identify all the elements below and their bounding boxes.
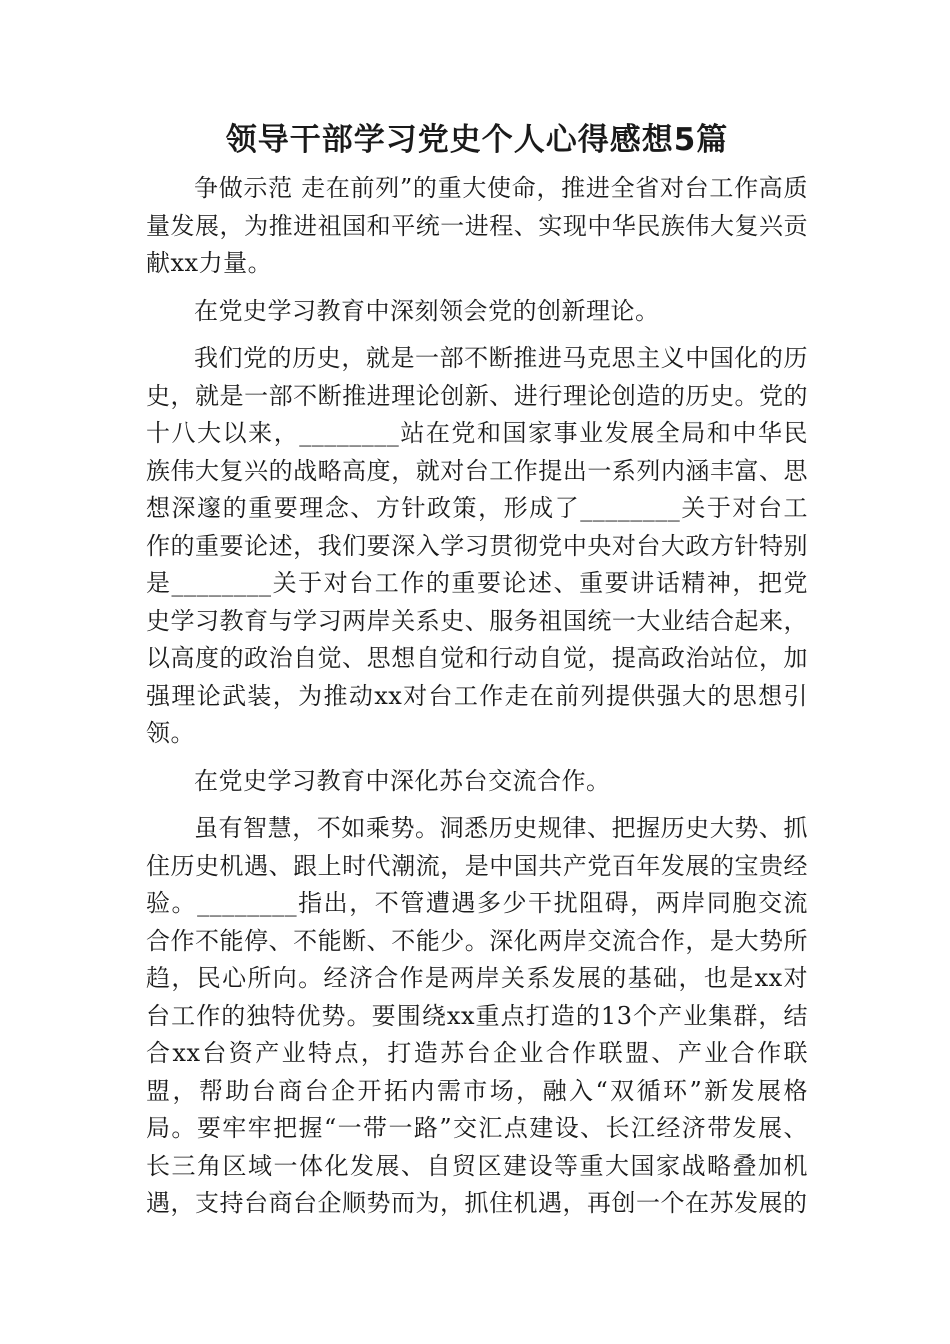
- paragraph-4: 在党史学习教育中深化苏台交流合作。: [194, 766, 611, 795]
- paragraph-3: 我们党的历史，就是一部不断推进马克思主义中国化的历史，就是一部不断推进理论创新、进行理论创造的历史。党的十八大以来，________站在党和国家事业发展全局和中华民族伟大复兴的战略高度，就对台工作提出一系列内涵丰富、思想深邃的重要理念、方针政策，形成了________关于对台工作的重要论述，我们要深入学习贯彻党中央对台大政方针特别是________关于对台工作的重要论述、重要讲话精神，把党史学习教育与学习两岸关系史、服务祖国统一大业结合起来，以高度的政治自觉、思想自觉和行动自觉，提高政治站位，加强理论武装，为推动xx对台工作走在前列提供强大的思想引领。: [146, 344, 808, 747]
- paragraph-5: 虽有智慧，不如乘势。洞悉历史规律、把握历史大势、抓住历史机遇、跟上时代潮流，是中国共产党百年发展的宝贵经验。________指出，不管遭遇多少干扰阻碍，两岸同胞交流合作不能停、不能断、不能少。深化两岸交流合作，是大势所趋，民心所向。经济合作是两岸关系发展的基础，也是xx对台工作的独特优势。要围绕xx重点打造的13个产业集群，结合xx台资产业特点，打造苏台企业合作联盟、产业合作联盟，帮助台商台企开拓内需市场，融入“双循环”新发展格局。要牢牢把握“一带一路”交汇点建设、长江经济带发展、长三角区域一体化发展、自贸区建设等重大国家战略叠加机遇，支持台商台企顺势而为，抓住机遇，再创一个在苏发展的: [146, 814, 808, 1217]
- document-title: 领导干部学习党史个人心得感想5篇: [225, 122, 729, 158]
- paragraph-1: 争做示范 走在前列”的重大使命，推进全省对台工作高质量发展，为推进祖国和平统一进程、实现中华民族伟大复兴贡献xx力量。: [146, 174, 808, 277]
- paragraph-2: 在党史学习教育中深刻领会党的创新理论。: [194, 296, 660, 325]
